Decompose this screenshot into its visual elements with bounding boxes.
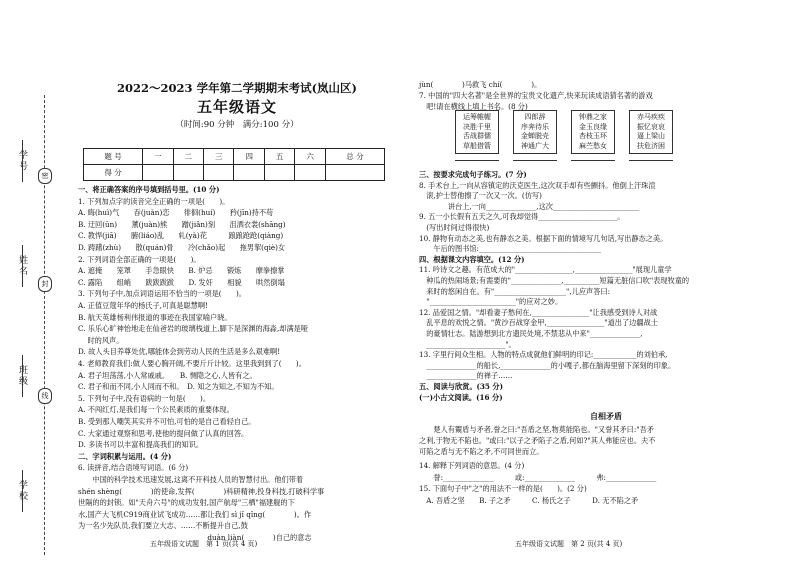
question-line: 6. 读拼音,结合语境写词语。(6 分) [78,463,189,473]
question-line: 誉:______________ 或:______________ 弗:______________ [419,472,657,482]
question-line: C. 君子和而不同,小人同而不和。 D. 知之为知之,不知为不知。 [78,382,279,392]
question-line: 4. 老师教育我们:做人要心胸开阔,不要斤斤计较。这里我到到了( )。 [78,359,306,368]
question-line: D. 踌躇(zhù) 散(quán)骨 冷(chǎo)起 拖男挈(qiè)女 [78,243,286,252]
question-line: ______________的船长,______________的小嘎子,都在脑海里留下深刻的印象。 [419,360,676,370]
time-score: （时间:90 分钟 满分:100 分） [175,120,299,130]
section-heading: (一)小古文阅读。(16 分) [419,392,503,402]
question-line: 15. 下面句子中"之"的用法不一样的是( )。(2 分) [419,484,587,493]
section-heading: 五、阅读与欣赏。(35 分) [419,382,503,391]
margin-label-name: 姓名 [17,255,27,277]
question-line: B. 受到那人嘲笑其实并不可怕,可怕的是自己看轻自己。 [78,417,256,426]
question-line: A. 不闯红灯,是我们每一个公民素质的重要体现。 [78,405,234,415]
idiom-item: 四郎辞 [524,113,546,121]
idiom-box [513,110,557,154]
idiom-item: 赤马疾疾 [637,113,665,121]
subject-title: 五年级语文 [196,98,277,116]
question-line: 7. 中国的"四大名著"是全世界的宝贵文化遗产,快来玩读成语猜名著的游戏 [419,91,653,100]
question-line: 水,国产大飞机C919商业试飞成功……都让我们 sì jǐ qǐng( )。作 [78,509,312,519]
question-line: ______________的禅子…… [419,371,513,381]
question-line: B. 迂回(ūn) 薰(juàn)熊 蹭(jiǎn)刻 沮洒衣裳(shāng) [78,219,286,229]
question-line: 3. 下列句子中,加点词语运用不恰当的一项是( )。 [78,289,246,299]
question-line: 之利,于物无不陷也。"或曰:"以子之矛陷子之盾,何如?"其人弗能应也。夫不 [419,436,656,445]
question-line: 10. 静物有动态之美,也有静态之美。根据下面的情境写几句话,写出静态之美。 [419,233,668,243]
question-line: jùn( )马救飞 chí( )。 [419,80,542,89]
question-line: 9. 五一小长假有五天之久,可我却觉得______________________。 [419,212,625,222]
passage-title: 自相矛盾 [590,411,622,421]
idiom-box [571,110,615,154]
question-line: C. 露陷 组峭 跋跋跋跋 D. 发奸 相貌 哄然倒塌 [78,277,285,287]
answer-blank[interactable] [455,160,499,161]
question-line: (写出时间过得很快) [419,223,490,232]
question-line: 吧!请在横线上填上书名。(8 分) [419,102,528,111]
section-heading: 二、字词积累与运用。(4 分) [78,451,172,461]
answer-blank[interactable] [513,160,557,161]
question-line: C. 乐乐心旷神怡地走在仙爸岩的玻璃栈道上,脚下是深渊的海淼,却满是哑 [78,324,309,334]
page-footer: 五年级语文试题 第 1 页(共 4 页) [150,540,258,548]
margin-label-student-no: 学号 [17,150,27,172]
idiom-item: 扶危济困 [637,141,665,150]
question-line: 8. 手术台上,一向从容镇定的沃克医生,这次双手却有些颤抖。他倒上汗珠渲 [419,180,656,190]
question-line: A. 吾盾之坚 B. 子之矛 C. 杨氏之子 D. 无不陷之矛 [419,495,639,505]
answer-blank[interactable] [629,160,673,161]
question-line: 为一名少先队员,我们要立大志、……不断提升自己,鼓 [78,521,248,531]
seal-bubble: 封 [38,276,52,292]
idiom-item: 运筹帷幄 [463,113,491,121]
exam-title: 2022～2023 学年第二学期期末考试(岚山区) [117,81,357,95]
right-page [397,0,794,561]
question-line: A. 晦(huì)气 吞(juàn)恋 徘徊(huí) 矜(jīn)持不苟 [78,208,274,218]
seal-bubble: 密 [38,168,52,184]
question-line: duàn liàn( )自己的意志 [78,533,312,542]
question-line: "________________________"的应对之妙。 [419,297,563,307]
question-line: 乱平息的欢悦之情。"黄沙百战穿金甲,________________"道出了边疆战士 [419,318,658,328]
idiom-item: 金蝉脱壳 [521,132,549,140]
question-line: B. 航天英雄杨利伟报道的事迹在我国家喻户晓。 [78,312,232,322]
question-line: 的豪情壮志。陆游想到北方遗民处境,不禁悲从中来"______________, [419,329,643,338]
question-line: 讲台上,一向______________,这次________________________ [419,201,640,211]
question-line: 滚,护士替他擦了一次又一次。(仿写) [419,191,542,201]
seal-margin [0,0,62,561]
seal-line [44,95,45,555]
question-line: A. 正值豆蔻年华的杨氏子,可真是聪慧啊! [78,301,208,310]
section-heading: 一、将正确答案的序号填到括号里。(10 分) [78,185,220,194]
question-line: 12. 品爱国之情。"却看妻子愁何在,________________"让我感受到诗人对战 [419,307,658,317]
answer-blank[interactable] [571,160,615,161]
idiom-item: 振忆哀哀 [637,122,665,131]
score-table: 题 号 一 二 三 四 五 六 总 分 得 分 [83,148,385,181]
idiom-box [629,110,673,154]
idiom-item: 杏枝玉环 [579,132,607,140]
idiom-item: 神通广大 [521,141,549,150]
question-line: 13. 字里行间众生相。人物的特点成就他们鲜明的印记:____________的刘伯承, [419,350,668,360]
idiom-box [455,110,499,154]
question-line: 5. 下列句子中,没有语病的一句是( )。 [78,393,211,403]
idiom-item: 钟鼎之家 [579,113,607,121]
section-heading: 四、根据课文内容填空。(12 分) [419,254,525,264]
question-line: 来时的悠闲自在。有"____________________",儿应声答曰: [419,286,611,296]
question-line: 午后的图书馆:__________________________________ [419,244,602,254]
question-line: C. 教悍(jiā) 腑(liáo)乱 轧(yà)花 踉踉跄跄(qiàng) [78,231,284,241]
margin-label-school: 学校 [17,480,27,502]
question-line: 世隔的的封锁。如"天舟六号"的成功发射,国产航母"三栖"福建舰的下 [78,498,295,508]
idiom-item: 舌战群儒 [463,132,491,140]
question-line: 2. 下列词语全部正确的一项是( )。 [78,254,201,264]
question-line: D. 多读书可以丰富和提高我们的知识。 [78,440,204,450]
question-line: A. 君子坦荡荡,小人常戚戚。 B. 恻隐之心,人皆有之。 [78,370,257,380]
question-line: 11. 吟诗文之趣。有范成大的"________________,________________"展现儿童学 [419,265,672,275]
question-line: D. 故人头目养尊处优,哪能体会到劳动人民的生活是多么艰难啊! [78,347,281,357]
section-heading: 三、按要求完成句子练习。(7 分) [419,170,527,179]
page-footer: 五年级语文试题 第 2 页(共 4 页) [515,540,623,548]
idiom-item: 麻苎愁女 [579,141,607,150]
idiom-item: 金玉良缘 [579,122,607,131]
question-line: A. 遮掩 笼罩 手急眼快 B. 炉忌 锻炼 摩拳擦掌 [78,266,285,276]
seal-bubble: 线 [38,388,52,404]
question-line: 中国的科学技术迅速发展,这离不开科技人员的智慧付出。他们带着 [78,475,304,484]
question-line: C. 大家通过观察和思考,使他的提问做了认真的回答。 [78,428,249,438]
question-line: 时的风声。 [78,335,124,345]
idiom-item: 逼上梁山 [637,132,665,140]
question-line: ______________________"。 [419,339,516,349]
idiom-item: 决胜千里 [463,122,491,131]
question-line: shén shèng( )的使命,发挥( )科研精神,投身科技,打破科学事 [78,486,325,496]
question-line: 楚人有鬻盾与矛者,誉之曰:"吾盾之坚,物莫能陷也。"又誉其矛曰:"吾矛 [419,425,654,434]
question-line: 种瓜的热闹场景;有需要的"______________,__________短篇无脏信口吹"表现牧童的 [419,276,690,285]
idiom-item: 序奔待乐 [521,122,549,131]
idiom-item: 草船借箭 [463,141,491,150]
question-line: 可陷之盾与无不陷之矛,不可同世而立。 [419,447,544,456]
question-line: 14. 解释下列词语的意思。(4 分) [419,461,525,470]
margin-label-class: 班级 [17,365,27,387]
question-line: 1. 下列加点字的读音完全正确的一项是( )。 [78,196,230,206]
